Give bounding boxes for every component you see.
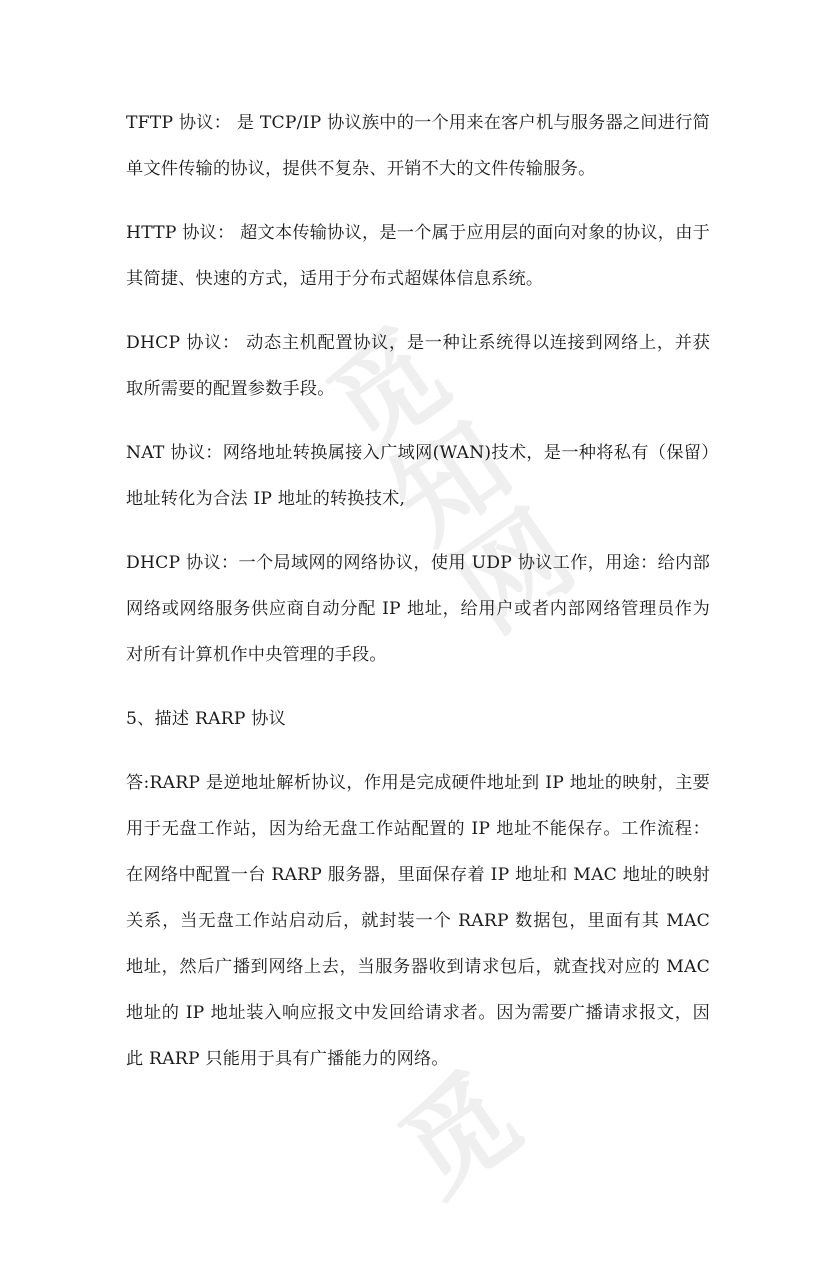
watermark-char-2: 知 [369,397,533,566]
watermark-char-3: 网 [432,487,597,656]
paragraph-dhcp-2: DHCP 协议：一个局域网的网络协议，使用 UDP 协议工作，用途：给内部网络或网络服务供应商自动分配 IP 地址，给用户或者内部网络管理员作为对所有计算机作中央管理的手段。 [126,553,710,665]
document-body [126,100,710,1100]
watermark-bottom-char: 觅 [377,1051,542,1220]
paragraph-nat: NAT 协议：网络地址转换属接入广域网(WAN)技术，是一种将私有（保留）地址转化为合法 IP 地址的转换技术, [126,443,710,509]
watermark-char-1: 觅 [306,307,470,476]
paragraph-dhcp-1: DHCP 协议： 动态主机配置协议，是一种让系统得以连接到网络上，并获取所需要的配置参数手段。 [126,333,710,399]
answer-paragraph: 答:RARP 是逆地址解析协议，作用是完成硬件地址到 IP 地址的映射，主要用于无盘工作站，因为给无盘工作站配置的 IP 地址不能保存。工作流程：在网络中配置一台 RARP 服务器，里面保存着 IP 地址和 MAC 地址的映射关系，当无盘工作站启动后，就封装一个 RARP 数据包，里面有其 MAC 地址，然后广播到网络上去，当服务器收到请求包后，就查找对应的 MAC 地址的 IP 地址装入响应报文中发回给请求者。因为需要广播请求报文，因此 RARP 只能用于具有广播能力的网络。 [126,773,710,1069]
paragraph-http: HTTP 协议： 超文本传输协议，是一个属于应用层的面向对象的协议，由于其简捷、快速的方式，适用于分布式超媒体信息系统。 [126,223,710,289]
paragraph-tftp: TFTP 协议： 是 TCP/IP 协议族中的一个用来在客户机与服务器之间进行简单文件传输的协议，提供不复杂、开销不大的文件传输服务。 [126,113,710,179]
question-heading: 5、描述 RARP 协议 [126,709,287,729]
